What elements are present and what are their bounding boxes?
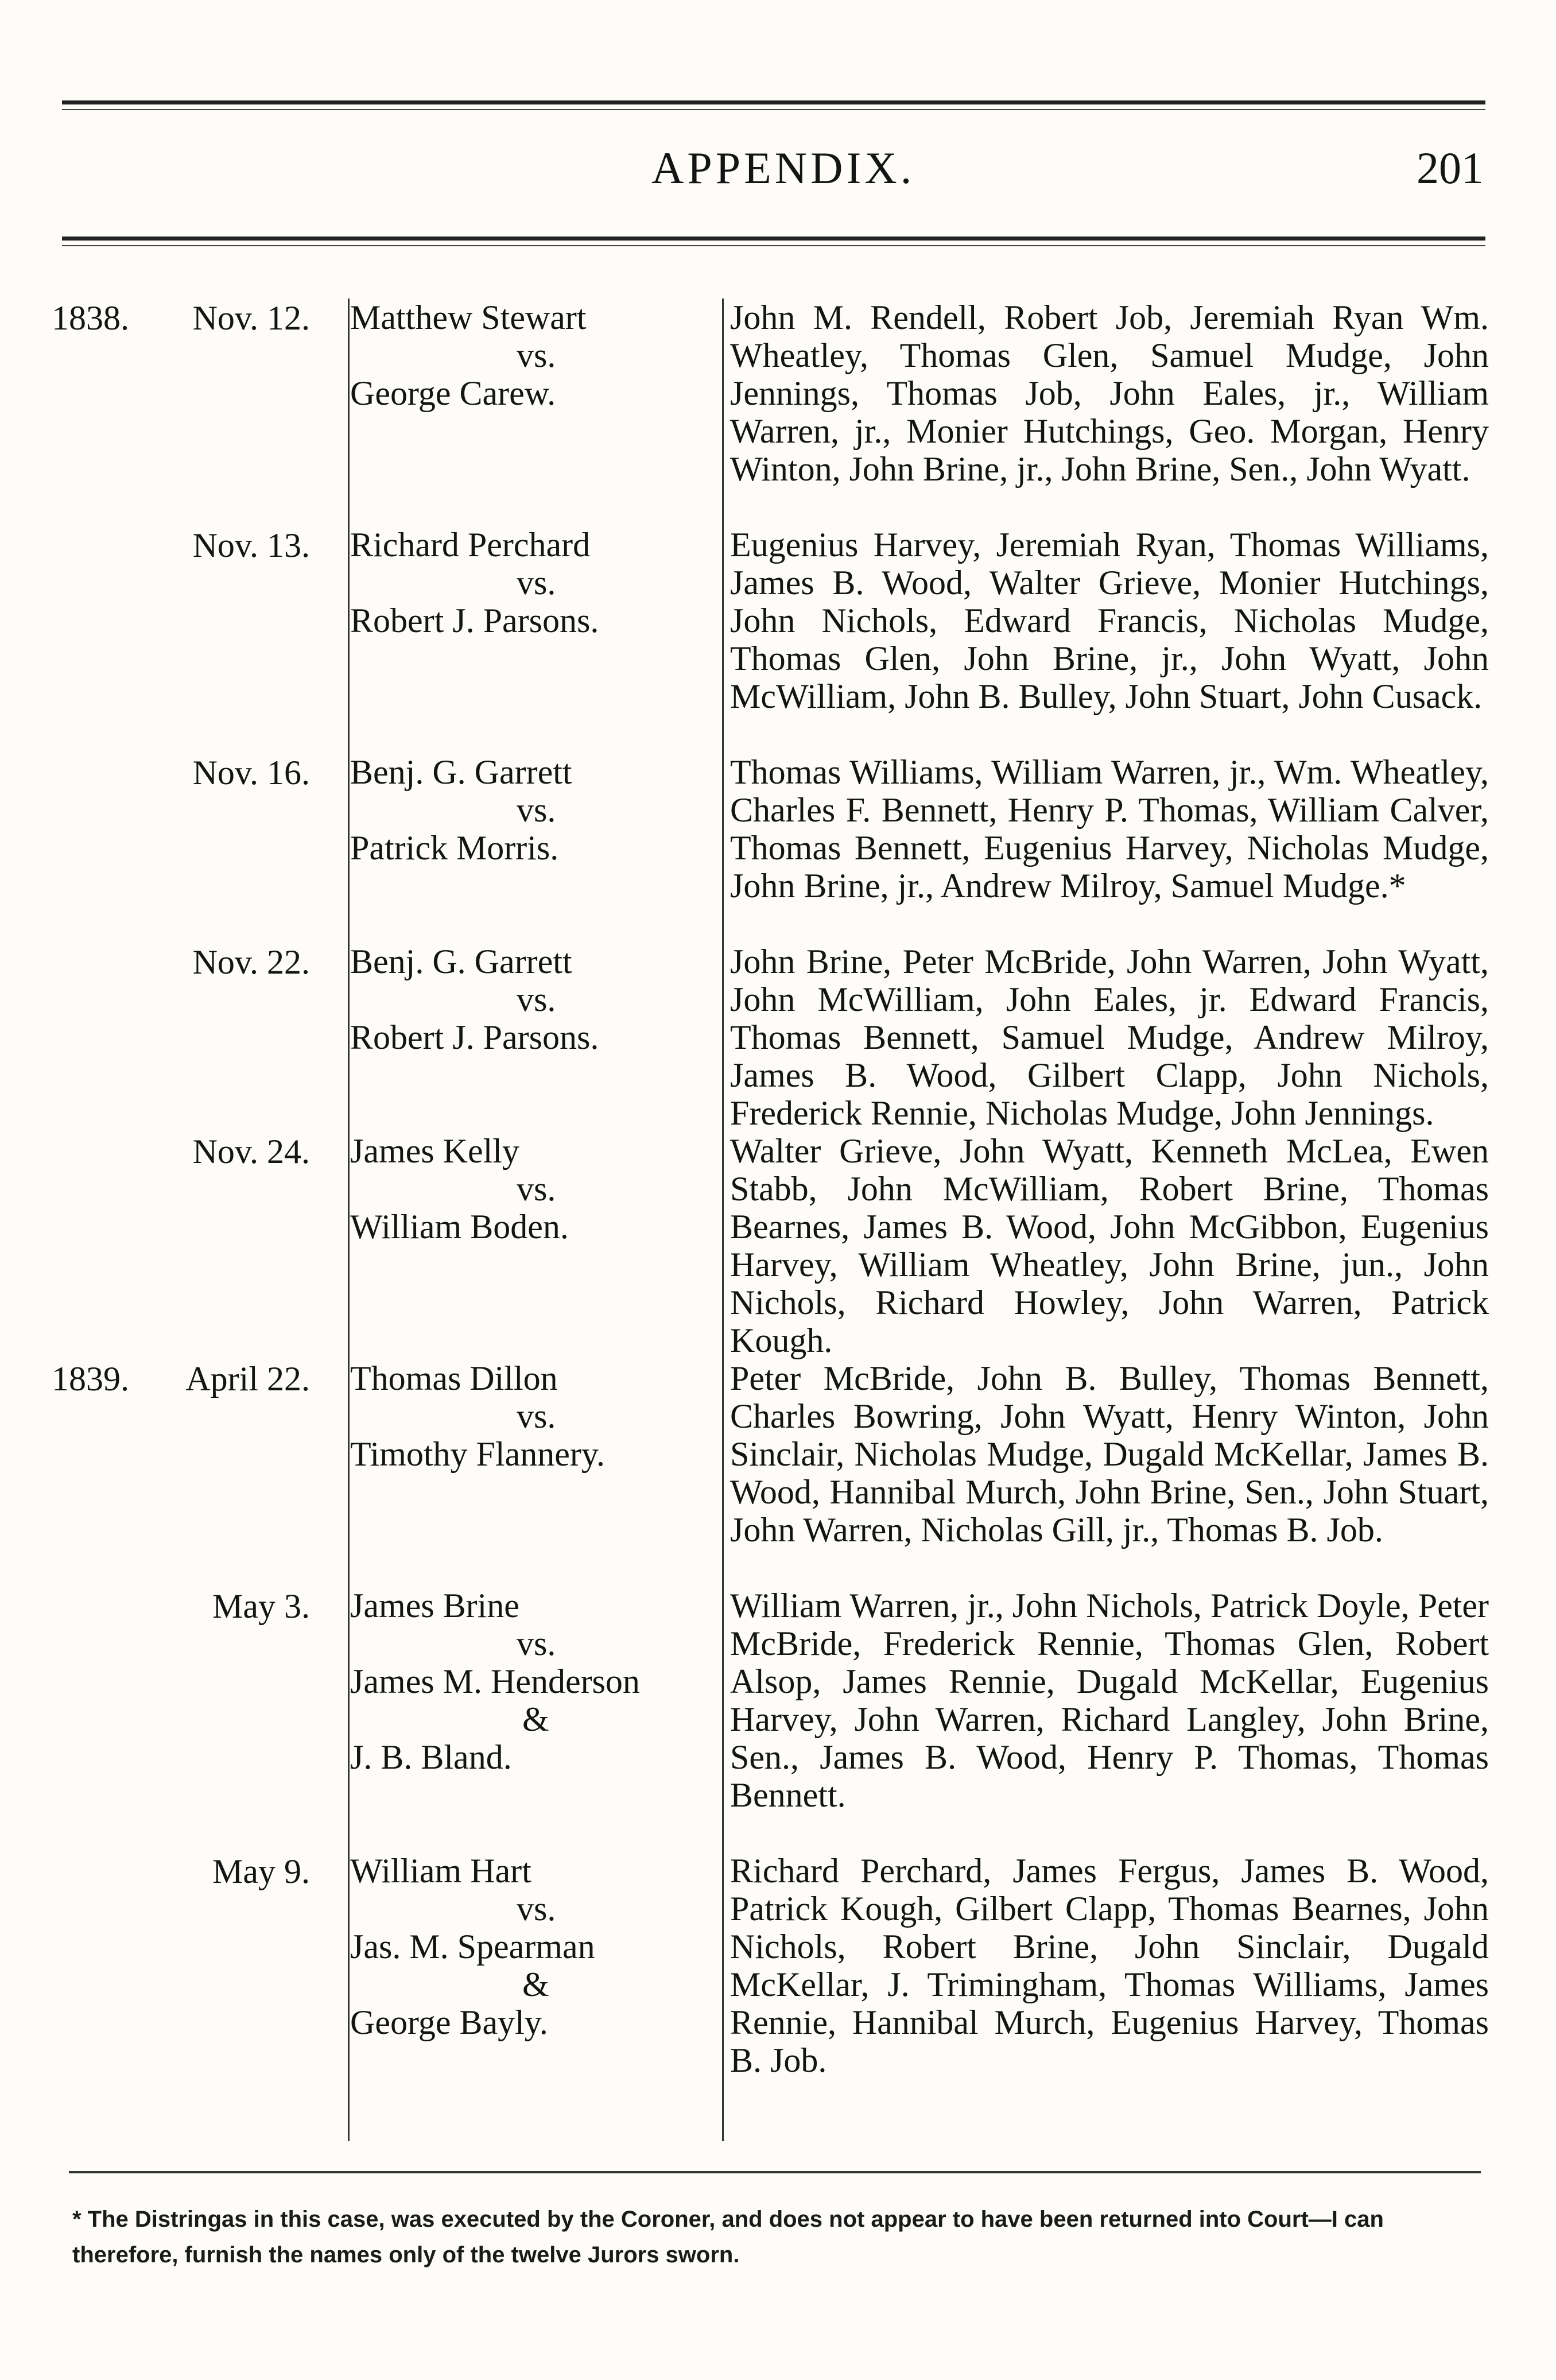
entry-date: Nov. 24.: [192, 1133, 310, 1170]
entry-parties: [350, 526, 694, 639]
versus: vs.: [517, 1890, 556, 1928]
defendant: Robert J. Parsons.: [350, 602, 599, 639]
entry-parties: [350, 1587, 694, 1776]
versus: vs.: [517, 564, 556, 602]
entry-date: Nov. 13.: [192, 526, 310, 564]
plaintiff: Benj. G. Garrett: [350, 943, 572, 980]
header-rule-thick: [62, 100, 1485, 104]
column-divider-left: [348, 299, 350, 2141]
page-number: 201: [1417, 143, 1484, 193]
entry-year: 1838.: [52, 299, 129, 337]
plaintiff: James Kelly: [350, 1132, 519, 1170]
defendant: Timothy Flannery.: [350, 1435, 605, 1473]
versus: vs.: [517, 336, 556, 374]
defendant: James M. Henderson: [350, 1662, 640, 1700]
plaintiff: Richard Perchard: [350, 526, 591, 564]
defendant: George Carew.: [350, 374, 556, 412]
entry-parties: [350, 943, 694, 1056]
versus: vs.: [517, 791, 556, 829]
defendant: Robert J. Parsons.: [350, 1018, 599, 1056]
entry-jurors: Richard Perchard, James Fergus, James B. Wood, Patrick Kough, Gilbert Clapp, Thomas Bearnes, John Nichols, Robert Brine, John Sinclair, Dugald McKellar, J. Trimingham, Thomas Williams, James Rennie, Hannibal Murch, Eugenius Harvey, Thomas B. Job.: [730, 1852, 1489, 2079]
footnote-rule: [69, 2171, 1481, 2173]
defendant: William Boden.: [350, 1208, 569, 1246]
entry-jurors: John Brine, Peter McBride, John Warren, John Wyatt, John McWilliam, John Eales, jr. Edward Francis, Thomas Bennett, Samuel Mudge, Andrew Milroy, James B. Wood, Gilbert Clapp, John Nichols, Frederick Rennie, Nicholas Mudge, John Jennings.: [730, 943, 1489, 1132]
versus: vs.: [517, 980, 556, 1018]
versus: vs.: [517, 1170, 556, 1208]
footnote: * The Distringas in this case, was executed by the Coroner, and does not appear to have been returned into Court—I can therefore, furnish the names only of the twelve Jurors sworn.: [72, 2207, 1384, 2267]
entry-parties: [350, 1132, 694, 1246]
header-rule-thin: [62, 109, 1485, 110]
entry-parties: [350, 753, 694, 867]
co-defendant: George Bayly.: [350, 2003, 548, 2041]
entry-year: 1839.: [52, 1360, 129, 1398]
defendant: Patrick Morris.: [350, 829, 559, 867]
entry-jurors: Walter Grieve, John Wyatt, Kenneth McLea, Ewen Stabb, John McWilliam, Robert Brine, Thomas Bearnes, James B. Wood, John McGibbon, Eugenius Harvey, William Wheatley, John Brine, jun., John Nichols, Richard Howley, John Warren, Patrick Kough.: [730, 1132, 1489, 1359]
entry-date: Nov. 16.: [192, 754, 310, 792]
plaintiff: Thomas Dillon: [350, 1359, 558, 1397]
page-title: APPENDIX.: [651, 143, 915, 193]
entry-parties: [350, 299, 694, 412]
subheader-rule-thick: [62, 237, 1485, 241]
plaintiff: Benj. G. Garrett: [350, 753, 572, 791]
co-defendant: J. B. Bland.: [350, 1738, 512, 1776]
plaintiff: James Brine: [350, 1587, 519, 1625]
entry-date: April 22.: [185, 1360, 310, 1398]
entry-jurors: William Warren, jr., John Nichols, Patrick Doyle, Peter McBride, Frederick Rennie, Thomas Glen, Robert Alsop, James Rennie, Dugald McKellar, Eugenius Harvey, John Warren, Richard Langley, John Brine, Sen., James B. Wood, Henry P. Thomas, Thomas Bennett.: [730, 1587, 1489, 1814]
plaintiff: William Hart: [350, 1852, 531, 1890]
plaintiff: Matthew Stewart: [350, 299, 587, 336]
entry-date: May 9.: [212, 1852, 310, 1890]
ampersand: &: [522, 1700, 549, 1738]
versus: vs.: [517, 1625, 556, 1662]
entry-parties: [350, 1359, 694, 1473]
entry-date: Nov. 22.: [192, 943, 310, 981]
ampersand: &: [522, 1966, 549, 2003]
entry-parties: [350, 1852, 694, 2041]
entry-jurors: Peter McBride, John B. Bulley, Thomas Bennett, Charles Bowring, John Wyatt, Henry Winton, John Sinclair, Nicholas Mudge, Dugald McKellar, James B. Wood, Hannibal Murch, John Brine, Sen., John Stuart, John Warren, Nicholas Gill, jr., Thomas B. Job.: [730, 1359, 1489, 1549]
entry-jurors: John M. Rendell, Robert Job, Jeremiah Ryan Wm. Wheatley, Thomas Glen, Samuel Mudge, John Jennings, Thomas Job, John Eales, jr., William Warren, jr., Monier Hutchings, Geo. Morgan, Henry Winton, John Brine, jr., John Brine, Sen., John Wyatt.: [730, 299, 1489, 488]
entry-date: Nov. 12.: [192, 299, 310, 337]
defendant: Jas. M. Spearman: [350, 1928, 595, 1966]
entry-jurors: Eugenius Harvey, Jeremiah Ryan, Thomas Williams, James B. Wood, Walter Grieve, Monier Hutchings, John Nichols, Edward Francis, Nicholas Mudge, Thomas Glen, John Brine, jr., John Wyatt, John McWilliam, John B. Bulley, John Stuart, John Cusack.: [730, 526, 1489, 715]
versus: vs.: [517, 1397, 556, 1435]
entry-date: May 3.: [212, 1587, 310, 1625]
entry-jurors: Thomas Williams, William Warren, jr., Wm. Wheatley, Charles F. Bennett, Henry P. Thomas, William Calver, Thomas Bennett, Eugenius Harvey, Nicholas Mudge, John Brine, jr., Andrew Milroy, Samuel Mudge.*: [730, 753, 1489, 905]
subheader-rule-thin: [62, 245, 1485, 246]
column-divider-right: [722, 299, 724, 2141]
